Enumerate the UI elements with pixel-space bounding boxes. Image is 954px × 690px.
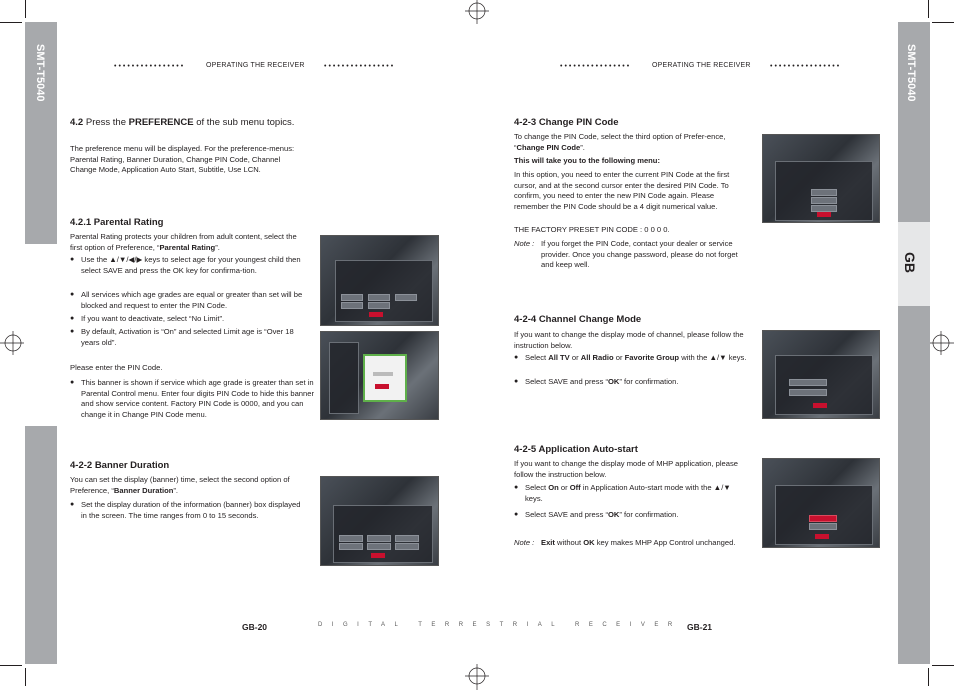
crop-mark — [0, 22, 22, 23]
change-pin-intro: To change the PIN Code, select the third option of Prefer-ence, “Change PIN Code”. — [514, 132, 726, 152]
right-side-strip — [898, 22, 930, 664]
factory-pin: THE FACTORY PRESET PIN CODE : 0 0 0 0. — [514, 225, 670, 234]
auto-start-screenshot — [762, 458, 880, 548]
parental-rating-title: 4.2.1 Parental Rating — [70, 217, 164, 228]
crop-mark — [0, 665, 22, 666]
section-4-2-heading: 4.2 Press the PREFERENCE of the sub menu topics. — [70, 117, 295, 128]
registration-mark-right — [926, 329, 954, 357]
left-header: OPERATING THE RECEIVER — [206, 62, 305, 69]
footer-text: DIGITAL TERRESTRIAL RECEIVER — [318, 622, 682, 628]
banner-duration-screenshot — [320, 476, 439, 566]
banner-duration-bullet: ● Set the display duration of the information (banner) box displayed in the screen. The time ranges from 0 to 15 seconds. — [70, 500, 305, 521]
left-page-number: GB-20 — [242, 622, 268, 632]
pin-bullet: ● This banner is shown if service which age grade is greater than set in Parental Control menu. Enter four digits PIN Code to hide this banner and show service content. Factory PIN Code is 0000, and you can change it in Change PIN Code menu. — [70, 378, 315, 420]
change-pin-body: In this option, you need to enter the current PIN Code at the first cursor, and at the second cursor enter the desired PIN Code. To confirm, you need to enter the new PIN Code again. Please remember the PIN Code should be a 4 digit numerical value. — [514, 170, 730, 211]
left-side-strip-lower — [25, 426, 57, 664]
change-pin-screenshot — [762, 134, 880, 223]
crop-mark — [25, 668, 26, 686]
crop-mark — [932, 22, 954, 23]
right-page-number: GB-21 — [687, 622, 713, 632]
header-dots: •••••••••••••••• — [770, 63, 842, 70]
gb-tab-label: GB — [902, 252, 918, 273]
gb-tab — [898, 222, 930, 306]
banner-duration-title: 4-2-2 Banner Duration — [70, 460, 170, 471]
parental-bullet: ● If you want to deactivate, select “No Limit”. — [70, 314, 305, 325]
channel-change-screenshot — [762, 330, 880, 419]
parental-bullet: ● Use the ▲/▼/◀/▶ keys to select age for your youngest child then select SAVE and press the OK key for confirma-tion. — [70, 255, 305, 276]
change-pin-follow: This will take you to the following menu: — [514, 156, 660, 165]
parental-rating-screenshot — [320, 235, 439, 326]
channel-change-bullet-2: ● Select SAVE and press “OK” for confirmation. — [514, 377, 747, 388]
registration-mark-top — [463, 0, 491, 28]
channel-change-title: 4-2-4 Channel Change Mode — [514, 314, 642, 325]
registration-mark-left — [0, 329, 28, 357]
auto-start-bullet-2: ● Select SAVE and press “OK” for confirmation. — [514, 510, 747, 521]
left-side-label: SMT-T5040 — [34, 44, 46, 102]
parental-bullet: ● All services which age grades are equal or greater than set will be blocked and request to enter the PIN Code. — [70, 290, 305, 311]
header-dots: •••••••••••••••• — [114, 63, 186, 70]
crop-mark — [932, 665, 954, 666]
change-pin-title: 4-2-3 Change PIN Code — [514, 117, 619, 128]
right-side-label: SMT-T5040 — [905, 44, 917, 102]
auto-start-bullet-1: ● Select On or Off in Application Auto-start mode with the ▲/▼ keys. — [514, 483, 747, 504]
channel-change-bullet-1: ● Select All TV or All Radio or Favorite Group with the ▲/▼ keys. — [514, 353, 747, 364]
change-pin-note: If you forget the PIN Code, contact your dealer or service provider. Once you change password, please do not forget and keep well. — [541, 239, 738, 269]
pin-prompt: Please enter the PIN Code. — [70, 363, 163, 372]
parental-rating-intro: Parental Rating protects your children from adult content, select the first option of Preference, “Parental Rating”. — [70, 232, 297, 252]
header-dots: •••••••••••••••• — [324, 63, 396, 70]
crop-mark — [928, 0, 929, 18]
header-dots: •••••••••••••••• — [560, 63, 632, 70]
auto-start-intro: If you want to change the display mode of MHP application, please follow the instruction below. — [514, 459, 739, 479]
note-label: Note : — [514, 538, 535, 547]
section-4-2-body: The preference menu will be displayed. For the preference-menus: Parental Rating, Banner Duration, Change PIN Code, Channel Change Mode, Application Auto Start, Subtitle, Use LCN. — [70, 144, 295, 174]
channel-change-intro: If you want to change the display mode of channel, please follow the instruction below. — [514, 330, 744, 350]
crop-mark — [928, 668, 929, 686]
pin-entry-screenshot — [320, 331, 439, 420]
parental-bullet: ● By default, Activation is “On” and selected Limit age is “Over 18 years old”. — [70, 327, 305, 348]
banner-duration-intro: You can set the display (banner) time, select the second option of Preference, “Banner Duration”. — [70, 475, 290, 495]
right-header: OPERATING THE RECEIVER — [652, 62, 751, 69]
note-label: Note : — [514, 239, 535, 248]
auto-start-note: Exit without OK key makes MHP App Control unchanged. — [541, 538, 736, 547]
auto-start-title: 4-2-5 Application Auto-start — [514, 444, 638, 455]
crop-mark — [25, 0, 26, 18]
